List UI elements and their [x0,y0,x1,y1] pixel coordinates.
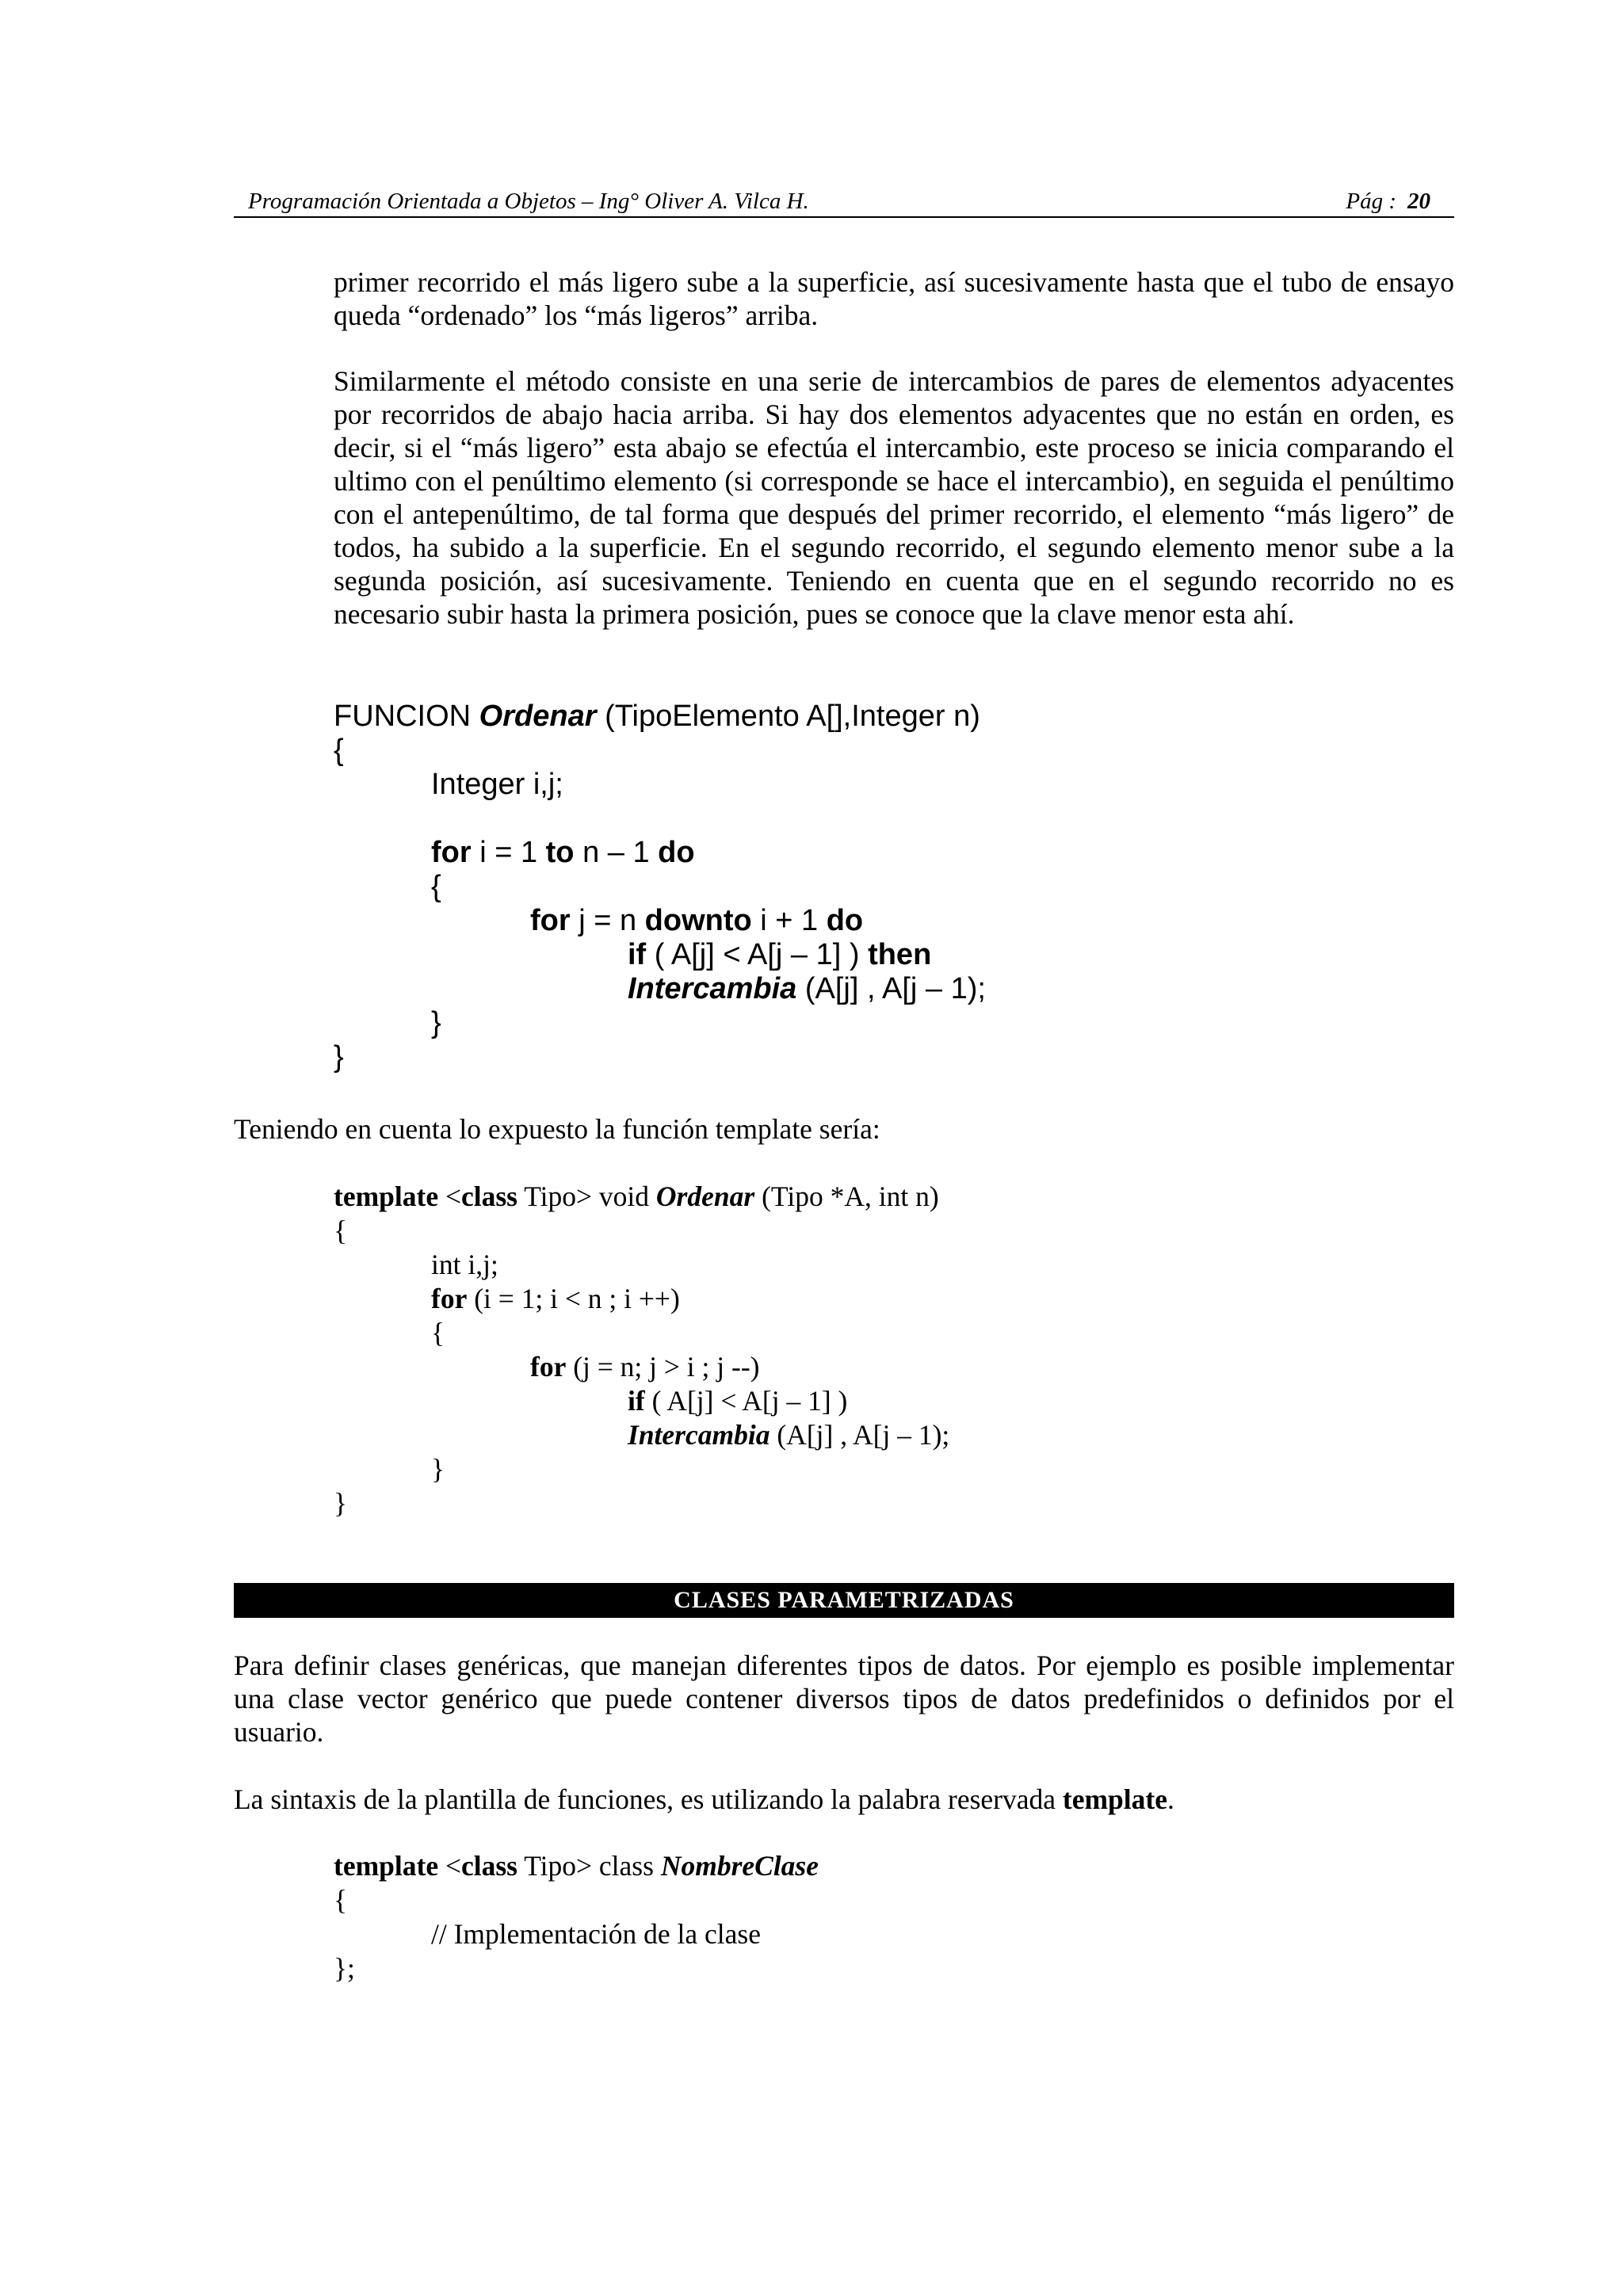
pseudo-declaration: Integer i,j; [431,768,563,801]
tmpl-params: (Tipo *A, int n) [754,1180,939,1212]
section-title: CLASES PARAMETRIZADAS [674,1587,1014,1613]
pseudo-for-limit: n – 1 [574,836,659,869]
pseudo-signature [334,699,980,734]
pseudo-function-name: Ordenar [479,700,597,733]
tmpl-swap [628,1418,949,1451]
pseudo-close-brace: } [334,1040,344,1074]
tmpl-if-keyword: if [628,1385,645,1417]
tmpl-inner-open-brace: { [431,1317,445,1348]
section-paragraph-2-text: La sintaxis de la plantilla de funciones, es utilizando la palabra reservada [234,1783,1063,1815]
pseudo-inner-open-brace: { [431,870,441,903]
tmpl-swap-function: Intercambia [628,1419,770,1451]
section-paragraph-2 [234,1783,1454,1816]
tmpl-for-outer [431,1282,680,1315]
tmpl-swap-args: (A[j] , A[j – 1); [769,1419,950,1451]
pseudo-do-keyword: do [658,836,695,869]
header-title: Programación Orientada a Objetos – Ing° Oliver A. Vilca H. [248,189,809,214]
section-heading [234,1583,1454,1618]
pseudo-for2-keyword: for [530,904,571,937]
pseudo-for-keyword: for [431,836,472,869]
section-paragraph-1: Para definir clases genéricas, que manejan diferentes tipos de datos. Por ejemplo es posible implementar una clase vector genérico que puede contener diversos tipos de datos predefinidos o definidos por el usuario. [234,1650,1454,1748]
tmpl-for2-clause: (j = n; j > i ; j --) [566,1351,760,1383]
pseudo-swap-args: (A[j] , A[j – 1); [796,972,986,1005]
tmpl-declaration: int i,j; [431,1249,498,1280]
tmpl-template-keyword: template [334,1180,439,1212]
section-paragraph-2-keyword: template [1062,1783,1167,1815]
intro-paragraph-1: primer recorrido el más ligero sube a la superficie, así sucesivamente hasta que el tubo de ensayo queda “ordenado” los “más ligeros” arriba. [334,266,1454,331]
pseudo-params: (TipoElemento A[],Integer n) [605,700,980,733]
pseudo-if [628,937,931,972]
class-tmpl-comment: // Implementación de la clase [431,1918,761,1950]
pseudo-to-keyword: to [545,836,575,869]
tmpl-for-keyword: for [431,1283,468,1314]
tmpl-angle-open: < [438,1180,461,1212]
class-tmpl-type-param: Tipo> class [517,1850,661,1882]
tmpl-signature [334,1180,939,1213]
tmpl-type-param: Tipo> void [517,1180,656,1212]
class-tmpl-class-keyword: class [461,1850,517,1882]
transition-sentence: Teniendo en cuenta lo expuesto la función template sería: [234,1113,880,1145]
intro-paragraph-2: Similarmente el método consiste en una serie de intercambios de pares de elementos adyacentes por recorridos de abajo hacia arriba. Si hay dos elementos adyacentes que no están en orden, es decir, si el “más ligero” esta abajo se efectúa el intercambio, este proceso se inicia comparando el ultimo con el penúltimo elemento (si corresponde se hace el intercambio), en seguida el penúltimo con el antepenúltimo, de tal forma que después del primer recorrido, el elemento “más ligero” de todos, ha subido a la superficie. En el segundo recorrido, el segundo elemento menor sube a la segunda posición, así sucesivamente. Teniendo en cuenta que en el segundo recorrido no es necesario subir hasta la primera posición, pues se conoce que la clave menor esta ahí. [334,365,1454,630]
header-page-number: 20 [1407,189,1430,214]
tmpl-for2-keyword: for [530,1351,567,1383]
pseudo-for2-limit: i + 1 [751,904,827,937]
pseudo-then-keyword: then [868,938,932,971]
pseudo-open-brace: { [334,734,344,767]
tmpl-open-brace: { [334,1215,348,1246]
class-tmpl-angle-open: < [438,1850,461,1882]
tmpl-function-name: Ordenar [655,1180,755,1212]
tmpl-close-brace: } [334,1487,348,1519]
header-page-label: Pág : [1346,189,1396,214]
tmpl-if [628,1384,847,1417]
class-tmpl-open-brace: { [334,1884,348,1916]
pseudo-for-init: i = 1 [471,836,546,869]
page-header [234,185,1454,218]
pseudo-downto-keyword: downto [644,904,752,937]
tmpl-for-inner [530,1350,759,1383]
tmpl-for-clause: (i = 1; i < n ; i ++) [467,1283,680,1314]
pseudo-for-inner [530,903,863,938]
header-page [1346,189,1430,215]
class-tmpl-class-name: NombreClase [660,1850,819,1882]
tmpl-class-keyword: class [461,1180,517,1212]
pseudo-if-condition: ( A[j] < A[j – 1] ) [646,938,869,971]
pseudo-if-keyword: if [628,938,647,971]
pseudo-for2-init: j = n [570,904,645,937]
pseudo-swap-function: Intercambia [628,972,797,1005]
pseudo-funcion-keyword: FUNCION [334,700,472,733]
pseudo-do2-keyword: do [826,904,864,937]
tmpl-inner-close-brace: } [431,1453,445,1485]
class-tmpl-template-keyword: template [334,1850,439,1882]
tmpl-if-condition: ( A[j] < A[j – 1] ) [644,1385,848,1417]
pseudo-inner-close-brace: } [431,1006,441,1039]
section-paragraph-2-end: . [1167,1783,1174,1815]
class-tmpl-close-brace: }; [334,1952,355,1984]
class-tmpl-signature [334,1849,819,1882]
pseudo-swap [628,971,986,1006]
pseudo-for-outer [431,835,695,870]
